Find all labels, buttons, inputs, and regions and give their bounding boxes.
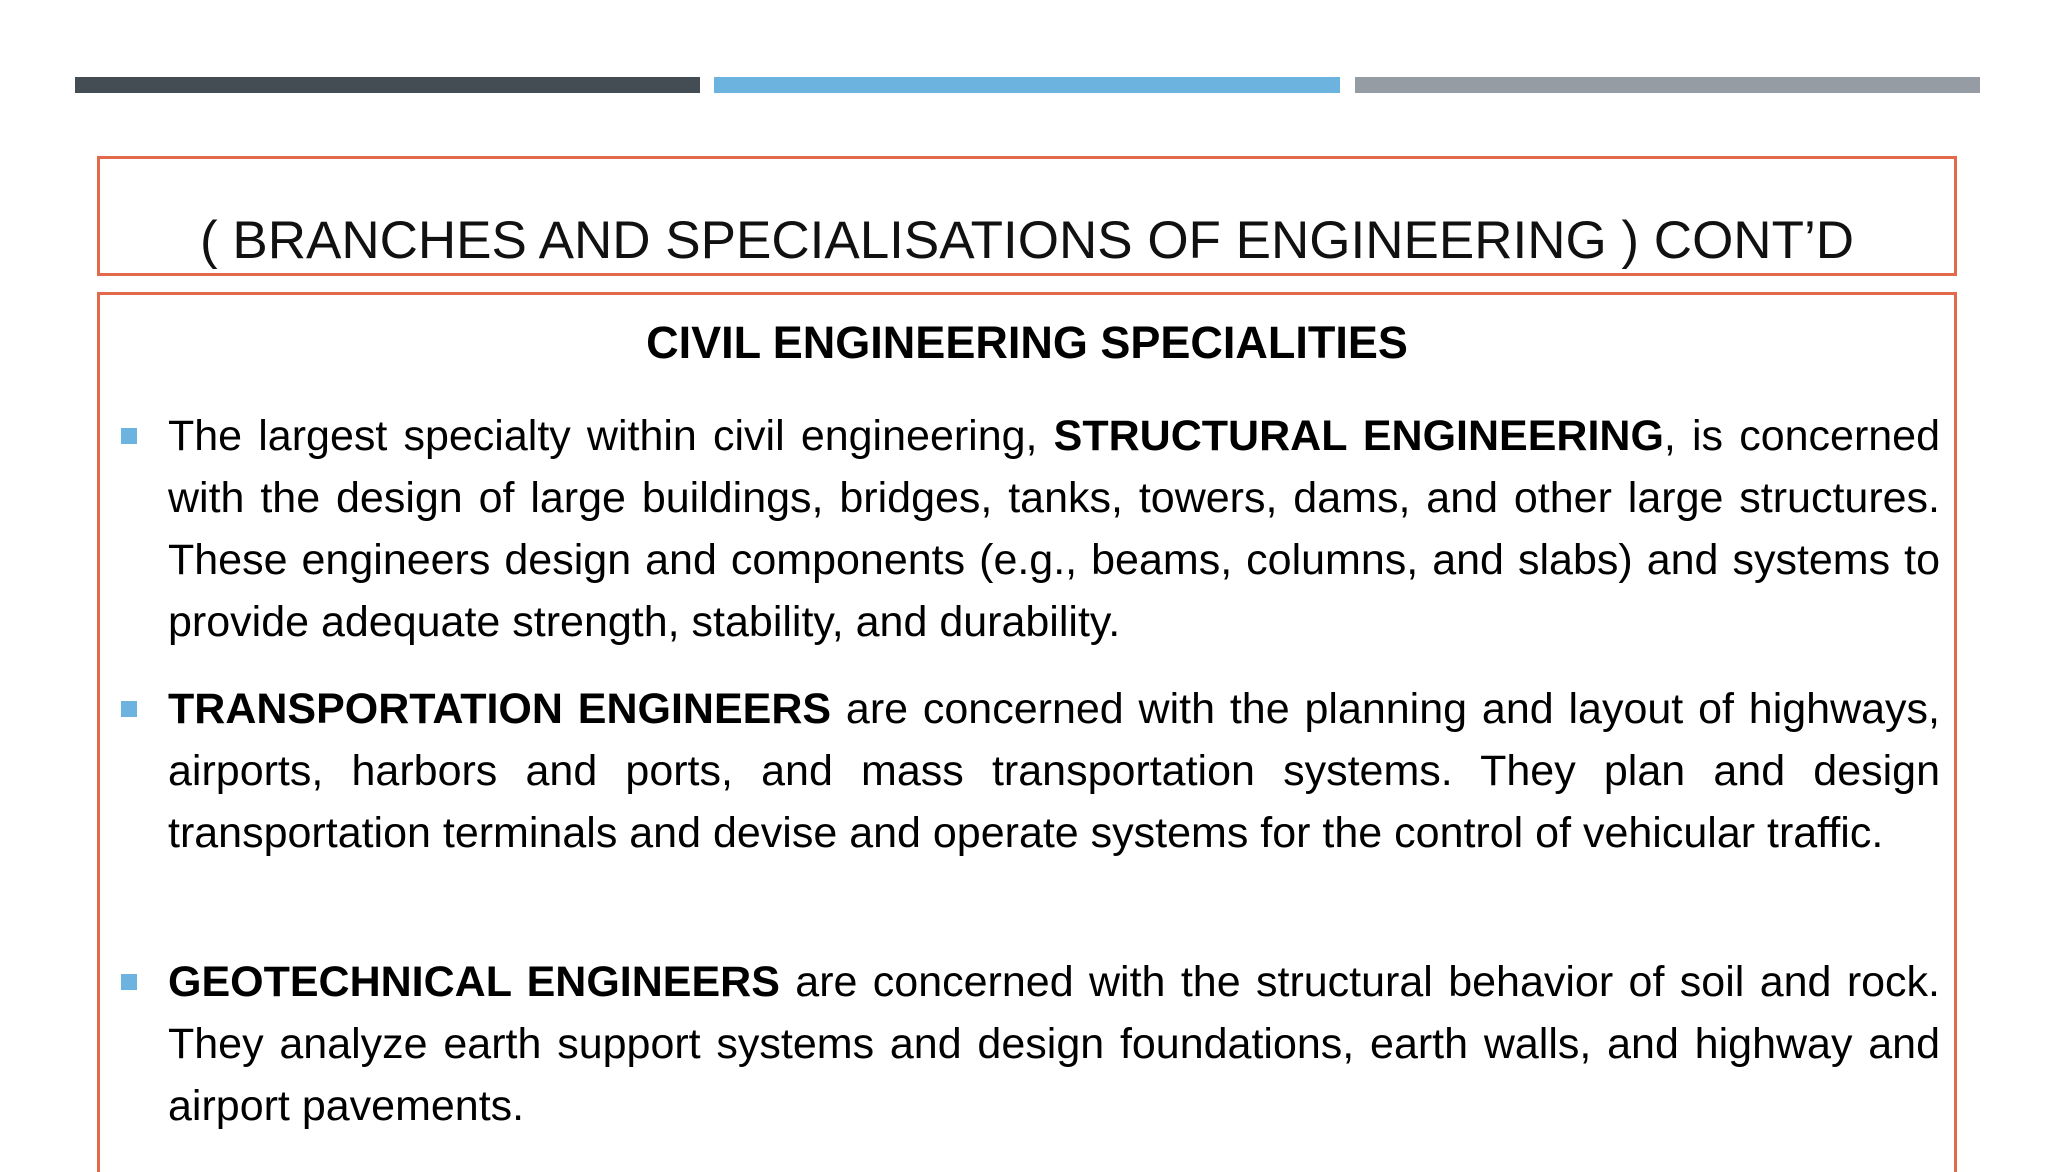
square-bullet-icon xyxy=(121,428,137,444)
bullet-transportation xyxy=(168,678,1940,864)
bullet-text-lead: The largest specialty within civil engineering, xyxy=(168,412,1054,460)
slide-title: ( BRANCHES AND SPECIALISATIONS OF ENGINEERING ) CONT’D xyxy=(199,211,1855,270)
title-frame xyxy=(97,156,1957,276)
square-bullet-icon xyxy=(121,701,137,717)
header-bar-gray xyxy=(1355,77,1980,93)
bullet-keyword: GEOTECHNICAL ENGINEERS xyxy=(168,958,780,1006)
bullet-structural xyxy=(168,405,1940,653)
bullet-geotechnical xyxy=(168,951,1940,1137)
bullet-keyword: TRANSPORTATION ENGINEERS xyxy=(168,685,832,733)
bullet-keyword: STRUCTURAL ENGINEERING xyxy=(1053,412,1664,460)
header-bar-blue xyxy=(714,77,1340,93)
section-heading: CIVIL ENGINEERING SPECIALITIES xyxy=(646,317,1408,368)
content-frame xyxy=(97,292,1957,1172)
bullet-text-body: are concerned with the planning and layout of highways, airports, harbors and ports, and mass transportation systems. They plan and design transportation terminals and devise and operate systems for the control of vehicular traffic. xyxy=(168,685,1940,857)
bullet-text xyxy=(168,405,1940,653)
bullet-text-body: are concerned with the structural behavior of soil and rock. They analyze earth support systems and design foundations, earth walls, and highway and airport pavements. xyxy=(168,958,1940,1130)
square-bullet-icon xyxy=(121,974,137,990)
bullet-text xyxy=(168,678,1940,864)
header-bar-dark xyxy=(75,77,700,93)
bullet-text-body: , is concerned with the design of large buildings, bridges, tanks, towers, dams, and other large structures. These engineers design and components (e.g., beams, columns, and slabs) and systems to provide adequate strength, stability, and durability. xyxy=(168,412,1941,646)
bullet-text xyxy=(168,951,1940,1137)
